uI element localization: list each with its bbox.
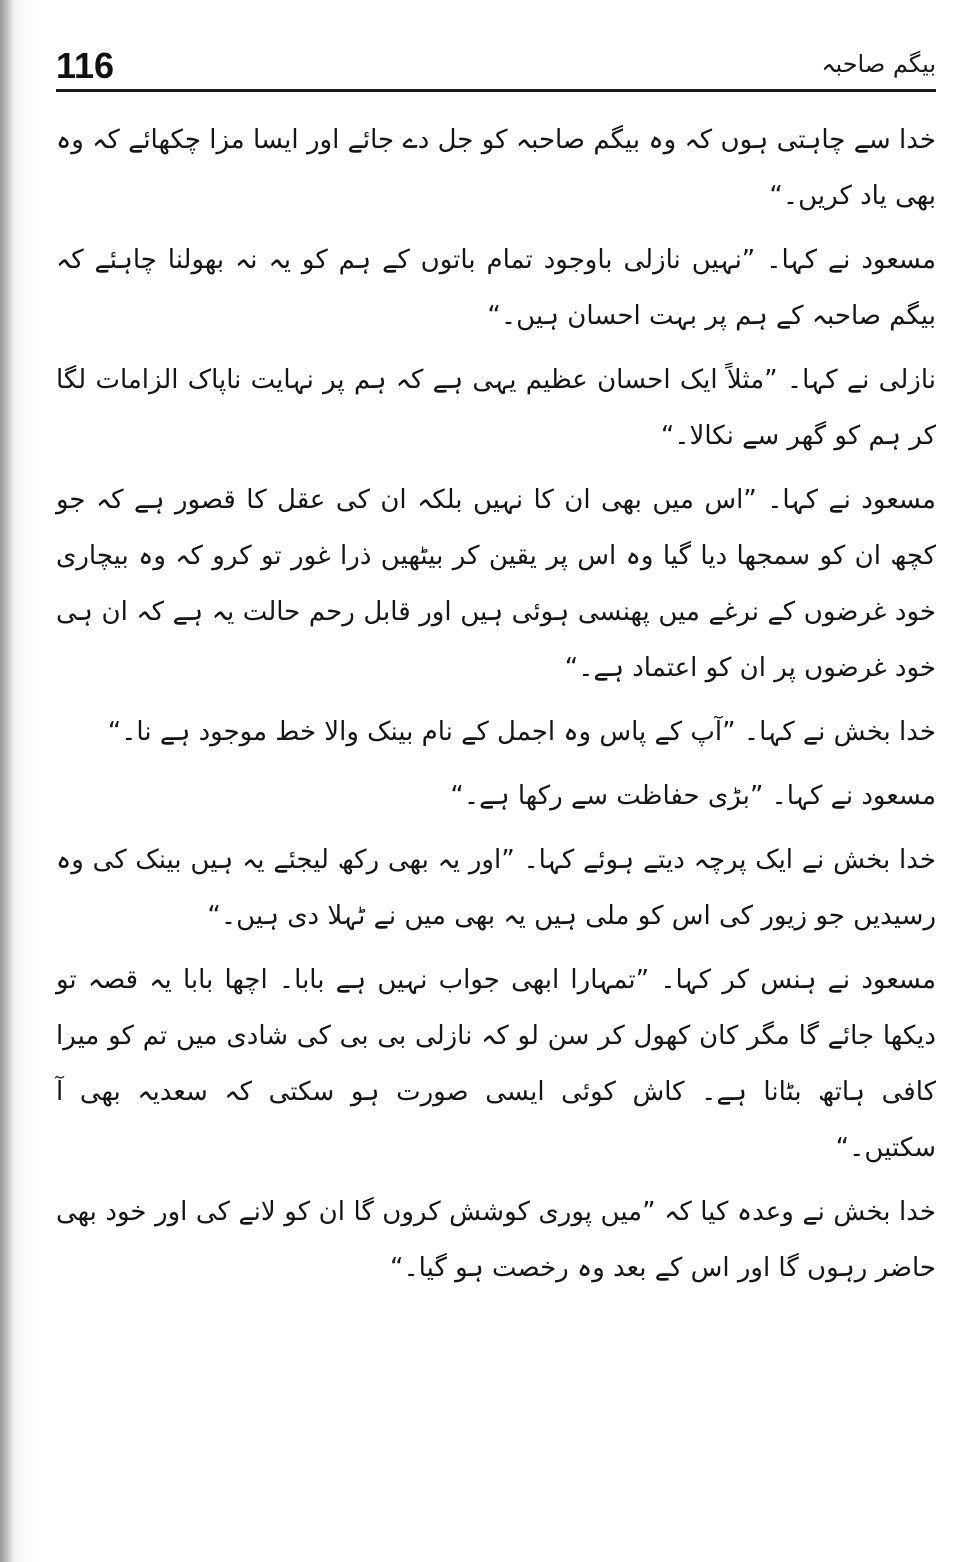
paragraph-1: خدا سے چاہتی ہوں کہ وہ بیگم صاحبہ کو جل دے جائے اور ایسا مزا چکھائے کہ وہ بھی یاد کریں۔“ bbox=[56, 125, 936, 211]
body-text bbox=[56, 112, 936, 1304]
paragraph-7: خدا بخش نے ایک پرچہ دیتے ہوئے کہا۔ ”اور یہ بھی رکھ لیجئے یہ ہیں بینک کی وہ رسیدیں جو زیور کی اس کو ملی ہیں یہ بھی میں نے ٹہلا دی ہیں۔“ bbox=[56, 845, 936, 931]
header-rule bbox=[56, 89, 936, 92]
paragraph-2: مسعود نے کہا۔ ”نہیں نازلی باوجود تمام باتوں کے ہم کو یہ نہ بھولنا چاہئے کہ بیگم صاحبہ کے ہم پر بہت احسان ہیں۔“ bbox=[56, 245, 936, 331]
page-header bbox=[56, 40, 936, 92]
page-number: 116 bbox=[56, 45, 115, 86]
paragraph-6: مسعود نے کہا۔ ”بڑی حفاظت سے رکھا ہے۔“ bbox=[450, 781, 936, 811]
running-title: بیگم صاحبہ bbox=[821, 50, 936, 78]
paragraph-8: مسعود نے ہنس کر کہا۔ ”تمہارا ابھی جواب نہیں ہے بابا۔ اچھا بابا یہ قصہ تو دیکھا جائے گا مگر کان کھول کر سن لو کہ نازلی بی بی کی شادی میں تم کو میرا کافی ہاتھ بٹانا ہے۔ کاش کوئی ایسی صورت ہو سکتی کہ سعدیہ بھی آ سکتیں۔“ bbox=[56, 965, 936, 1163]
paragraph-4: مسعود نے کہا۔ ”اس میں بھی ان کا نہیں بلکہ ان کی عقل کا قصور ہے کہ جو کچھ ان کو سمجھا دیا گیا وہ اس پر یقین کر بیٹھیں ذرا غور تو کرو کہ وہ بیچاری خود غرضوں کے نرغے میں پھنسی ہوئی ہیں اور قابل رحم حالت یہ ہے کہ ان ہی خود غرضوں پر ان کو اعتماد ہے۔“ bbox=[56, 485, 936, 683]
paragraph-3: نازلی نے کہا۔ ”مثلاً ایک احسان عظیم یہی ہے کہ ہم پر نہایت ناپاک الزامات لگا کر ہم کو گھر سے نکالا۔“ bbox=[56, 365, 936, 451]
spine-shadow bbox=[0, 0, 14, 1562]
paragraph-9: خدا بخش نے وعدہ کیا کہ ”میں پوری کوشش کروں گا ان کو لانے کی اور خود بھی حاضر رہوں گا اور اس کے بعد وہ رخصت ہو گیا۔“ bbox=[56, 1197, 936, 1283]
paragraph-5: خدا بخش نے کہا۔ ”آپ کے پاس وہ اجمل کے نام بینک والا خط موجود ہے نا۔“ bbox=[107, 717, 936, 747]
